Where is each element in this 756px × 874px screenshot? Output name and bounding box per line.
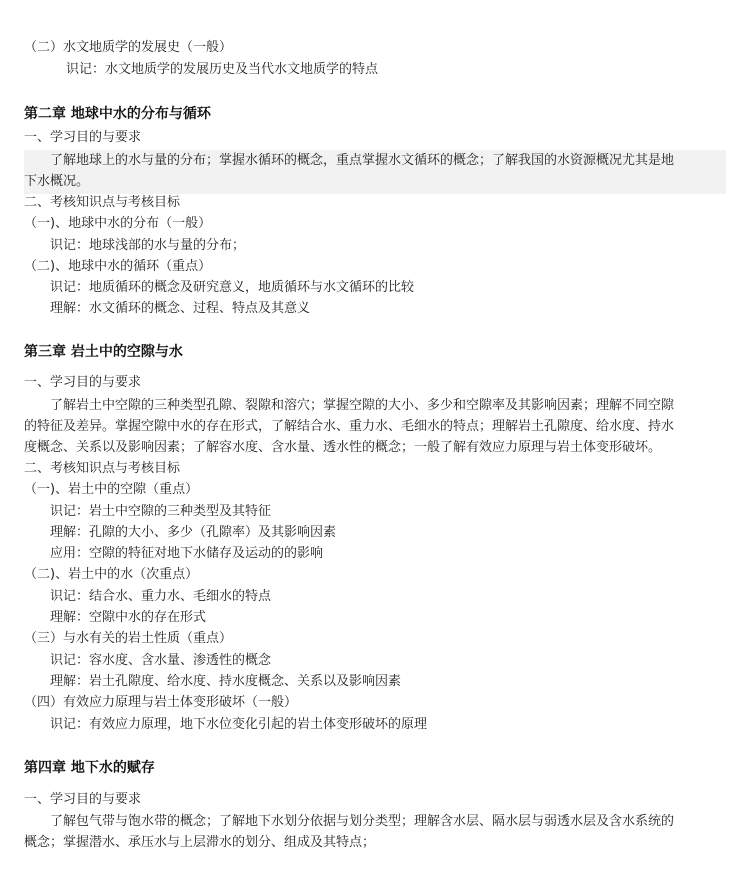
text-line: 应用：空隙的特征对地下水储存及运动的的影响 <box>50 546 324 561</box>
paragraph-line: 概念；掌握潜水、承压水与上层滞水的划分、组成及其特点； <box>24 835 376 850</box>
text-line: 识记：岩土中空隙的三种类型及其特征 <box>50 504 272 519</box>
paragraph-line: 了解包气带与饱水带的概念；了解地下水划分依据与划分类型；理解含水层、隔水层与弱透水层及含水系统的 <box>50 814 675 829</box>
section-heading: 二、考核知识点与考核目标 <box>24 461 181 476</box>
chapter-title: 第四章 地下水的赋存 <box>24 760 155 776</box>
subsection-heading: （二)、地球中水的循环（重点） <box>24 259 212 274</box>
subsection-heading: （一)、岩土中的空隙（重点） <box>24 482 199 497</box>
section-heading: 一、学习目的与要求 <box>24 375 142 390</box>
section-heading: 二、考核知识点与考核目标 <box>24 195 181 210</box>
text-line: 识记：容水度、含水量、渗透性的概念 <box>50 653 272 668</box>
paragraph-line: 了解地球上的水与量的分布；掌握水循环的概念，重点掌握水文循环的概念；了解我国的水资源概况尤其是地 <box>50 153 675 168</box>
paragraph-line: 的特征及差异。掌握空隙中水的存在形式，了解结合水、重力水、毛细水的特点；理解岩土孔隙度、给水度、持水 <box>24 419 675 434</box>
text-line: 识记：水文地质学的发展历史及当代水文地质学的特点 <box>66 62 379 77</box>
subsection-heading: （三）与水有关的岩土性质（重点） <box>24 631 233 646</box>
chapter-title: 第三章 岩土中的空隙与水 <box>24 344 183 360</box>
text-line: 识记：结合水、重力水、毛细水的特点 <box>50 589 272 604</box>
section-heading: （二）水文地质学的发展史（一般） <box>24 40 233 55</box>
section-heading: 一、学习目的与要求 <box>24 792 142 807</box>
text-line: 理解：水文循环的概念、过程、特点及其意义 <box>50 301 311 316</box>
text-line: 理解：岩土孔隙度、给水度、持水度概念、关系以及影响因素 <box>50 674 402 689</box>
paragraph-line: 了解岩土中空隙的三种类型孔隙、裂隙和溶穴；掌握空隙的大小、多少和空隙率及其影响因素；理解不同空隙 <box>50 398 675 413</box>
text-line: 理解：孔隙的大小、多少（孔隙率）及其影响因素 <box>50 525 337 540</box>
text-line: 理解：空隙中水的存在形式 <box>50 610 207 625</box>
paragraph-line: 下水概况。 <box>24 174 90 189</box>
text-line: 识记：地球浅部的水与量的分布； <box>50 238 246 253</box>
subsection-heading: （一)、地球中水的分布（一般） <box>24 216 212 231</box>
subsection-heading: （二)、岩土中的水（次重点） <box>24 567 199 582</box>
chapter-title: 第二章 地球中水的分布与循环 <box>24 106 211 122</box>
subsection-heading: （四）有效应力原理与岩土体变形破坏（一般） <box>24 695 298 710</box>
text-line: 识记：地质循环的概念及研究意义，地质循环与水文循环的比较 <box>50 280 415 295</box>
section-heading: 一、学习目的与要求 <box>24 130 142 145</box>
paragraph-line: 度概念、关系以及影响因素；了解容水度、含水量、透水性的概念；一般了解有效应力原理与岩土体变形破坏。 <box>24 440 662 455</box>
text-line: 识记：有效应力原理，地下水位变化引起的岩土体变形破坏的原理 <box>50 717 428 732</box>
